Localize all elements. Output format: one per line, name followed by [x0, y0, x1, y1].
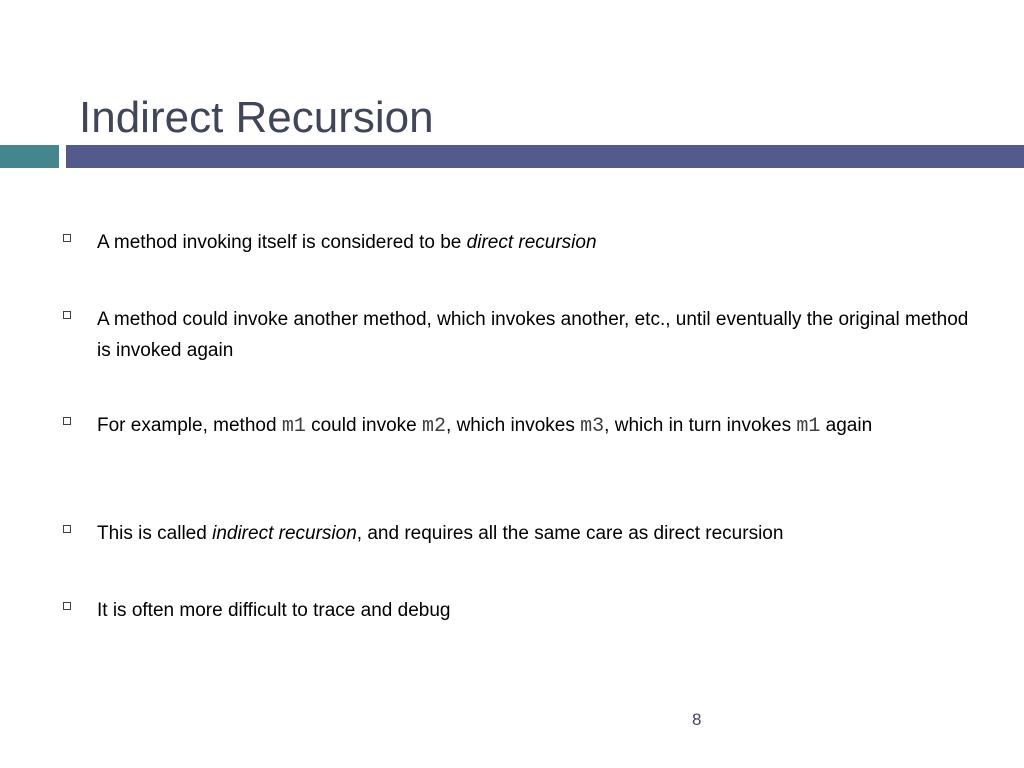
- title-accent-bar-indigo: [66, 145, 1024, 168]
- bullet-text-plain: again: [820, 415, 873, 436]
- hollow-square-bullet-icon: [63, 234, 71, 242]
- bullet-text: [97, 518, 977, 549]
- code-m2: m2: [422, 415, 447, 438]
- bullet-text-plain: could invoke: [305, 415, 423, 436]
- bullet-text-plain: This is called: [97, 523, 213, 544]
- bullet-text-plain: , and requires all the same care as direct recursion: [356, 523, 784, 544]
- bullet-text-emphasis: direct recursion: [466, 232, 597, 253]
- hollow-square-bullet-icon: [63, 602, 71, 610]
- page-number: 8: [692, 710, 702, 729]
- bullet-text-plain: , which invokes: [446, 415, 581, 436]
- bullet-text: A method could invoke another method, which invokes another, etc., until eventually the original method is invoked again: [97, 309, 969, 361]
- bullet-text: [97, 410, 977, 442]
- hollow-square-bullet-icon: [63, 525, 71, 533]
- title-accent-bar-teal: [0, 145, 59, 168]
- bullet-text-plain: A method invoking itself is considered to be: [97, 232, 467, 253]
- code-m1: m1: [796, 415, 821, 438]
- bullet-text-plain: , which in turn invokes: [604, 415, 797, 436]
- code-m3: m3: [580, 415, 605, 438]
- hollow-square-bullet-icon: [63, 417, 71, 425]
- bullet-text-emphasis: indirect recursion: [212, 523, 357, 544]
- code-m1: m1: [281, 415, 306, 438]
- hollow-square-bullet-icon: [63, 311, 71, 319]
- bullet-text: It is often more difficult to trace and debug: [97, 600, 451, 621]
- slide-title: Indirect Recursion: [79, 93, 434, 142]
- bullet-text: [97, 227, 977, 258]
- bullet-text-plain: For example, method: [97, 415, 282, 436]
